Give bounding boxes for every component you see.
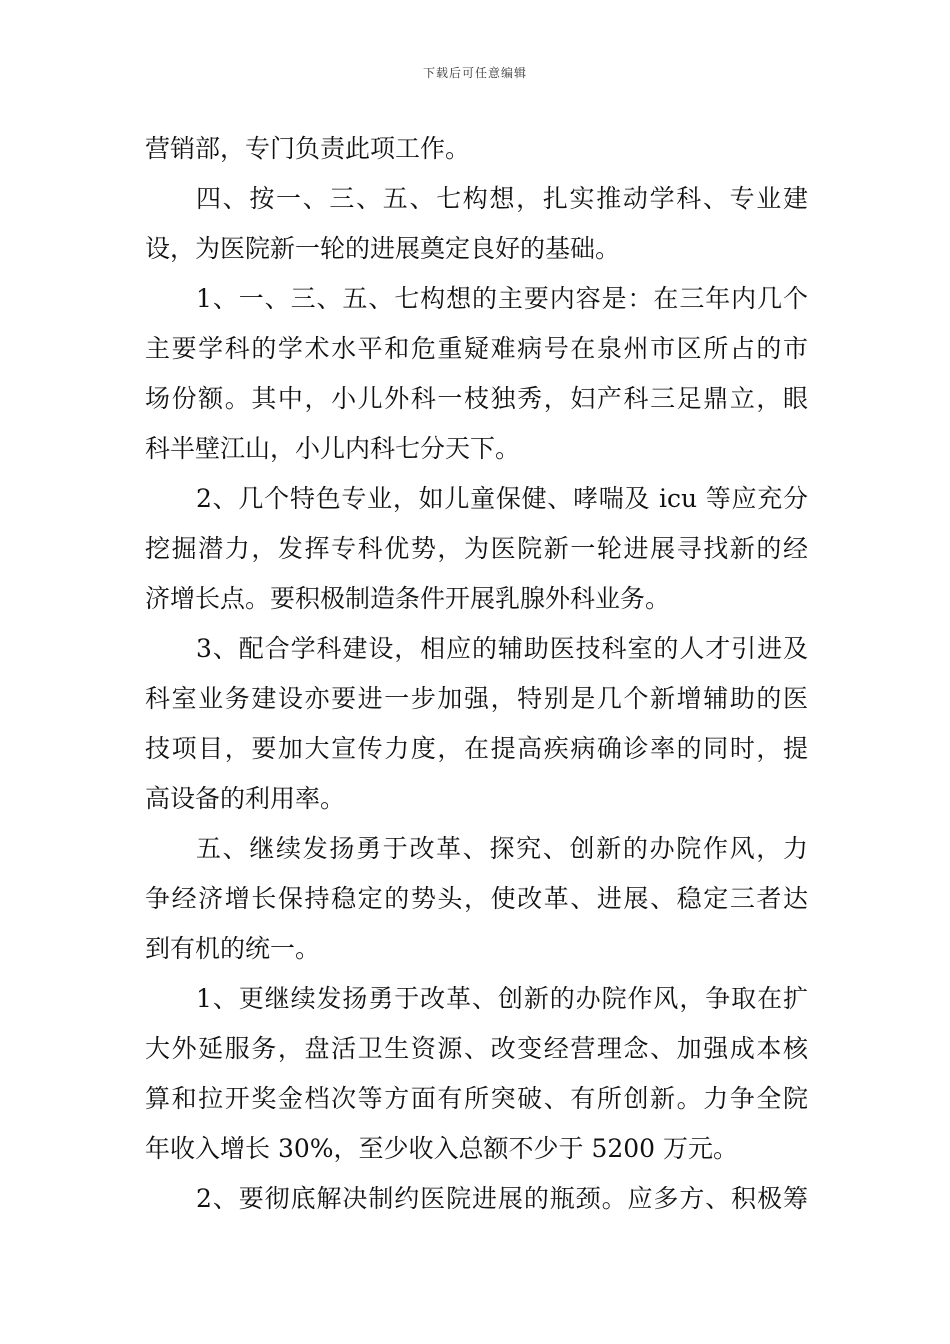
text-line: 争经济增长保持稳定的势头，使改革、进展、稳定三者达 [145, 884, 808, 913]
text-line: 2、几个特色专业，如儿童保健、哮喘及 icu 等应充分 [196, 484, 808, 513]
paragraph-section-five [145, 824, 808, 974]
paragraph-section-four [145, 174, 808, 274]
text-line: 四、按一、三、五、七构想，扎实推动学科、专业建 [196, 184, 808, 213]
text-line: 1、一、三、五、七构想的主要内容是：在三年内几个 [196, 284, 808, 313]
text-line: 挖掘潜力，发挥专科优势，为医院新一轮进展寻找新的经 [145, 534, 808, 563]
paragraph-item-3 [145, 624, 808, 824]
paragraph-marketing-dept [145, 124, 808, 174]
text-line: 济增长点。要积极制造条件开展乳腺外科业务。 [145, 584, 671, 613]
text-line: 年收入增长 30%，至少收入总额不少于 5200 万元。 [145, 1134, 739, 1163]
text-line: 主要学科的学术水平和危重疑难病号在泉州市区所占的市 [145, 334, 808, 363]
paragraph-item-1b [145, 974, 808, 1174]
text-line: 到有机的统一。 [145, 934, 321, 963]
paragraph-item-2b [145, 1174, 808, 1224]
text-line: 1、更继续发扬勇于改革、创新的办院作风，争取在扩 [196, 984, 808, 1013]
text-line: 科半壁江山，小儿内科七分天下。 [145, 434, 521, 463]
text-line: 技项目，要加大宣传力度，在提高疾病确诊率的同时，提 [145, 734, 808, 763]
page-header: 下载后可任意编辑 [422, 66, 527, 80]
paragraph-item-1 [145, 274, 808, 474]
text-line: 大外延服务，盘活卫生资源、改变经营理念、加强成本核 [145, 1034, 808, 1063]
text-line: 高设备的利用率。 [145, 784, 346, 813]
text-line: 场份额。其中，小儿外科一枝独秀，妇产科三足鼎立，眼 [145, 384, 808, 413]
text-line: 五、继续发扬勇于改革、探究、创新的办院作风，力 [196, 834, 808, 863]
text-line: 算和拉开奖金档次等方面有所突破、有所创新。力争全院 [145, 1084, 808, 1113]
text-line: 科室业务建设亦要进一步加强，特别是几个新增辅助的医 [145, 684, 808, 713]
text-line: 营销部，专门负责此项工作。 [145, 134, 471, 163]
text-line: 设，为医院新一轮的进展奠定良好的基础。 [145, 234, 621, 263]
document-body [145, 124, 808, 1224]
paragraph-item-2 [145, 474, 808, 624]
text-line: 3、配合学科建设，相应的辅助医技科室的人才引进及 [196, 634, 808, 663]
text-line: 2、要彻底解决制约医院进展的瓶颈。应多方、积极筹 [196, 1184, 808, 1213]
